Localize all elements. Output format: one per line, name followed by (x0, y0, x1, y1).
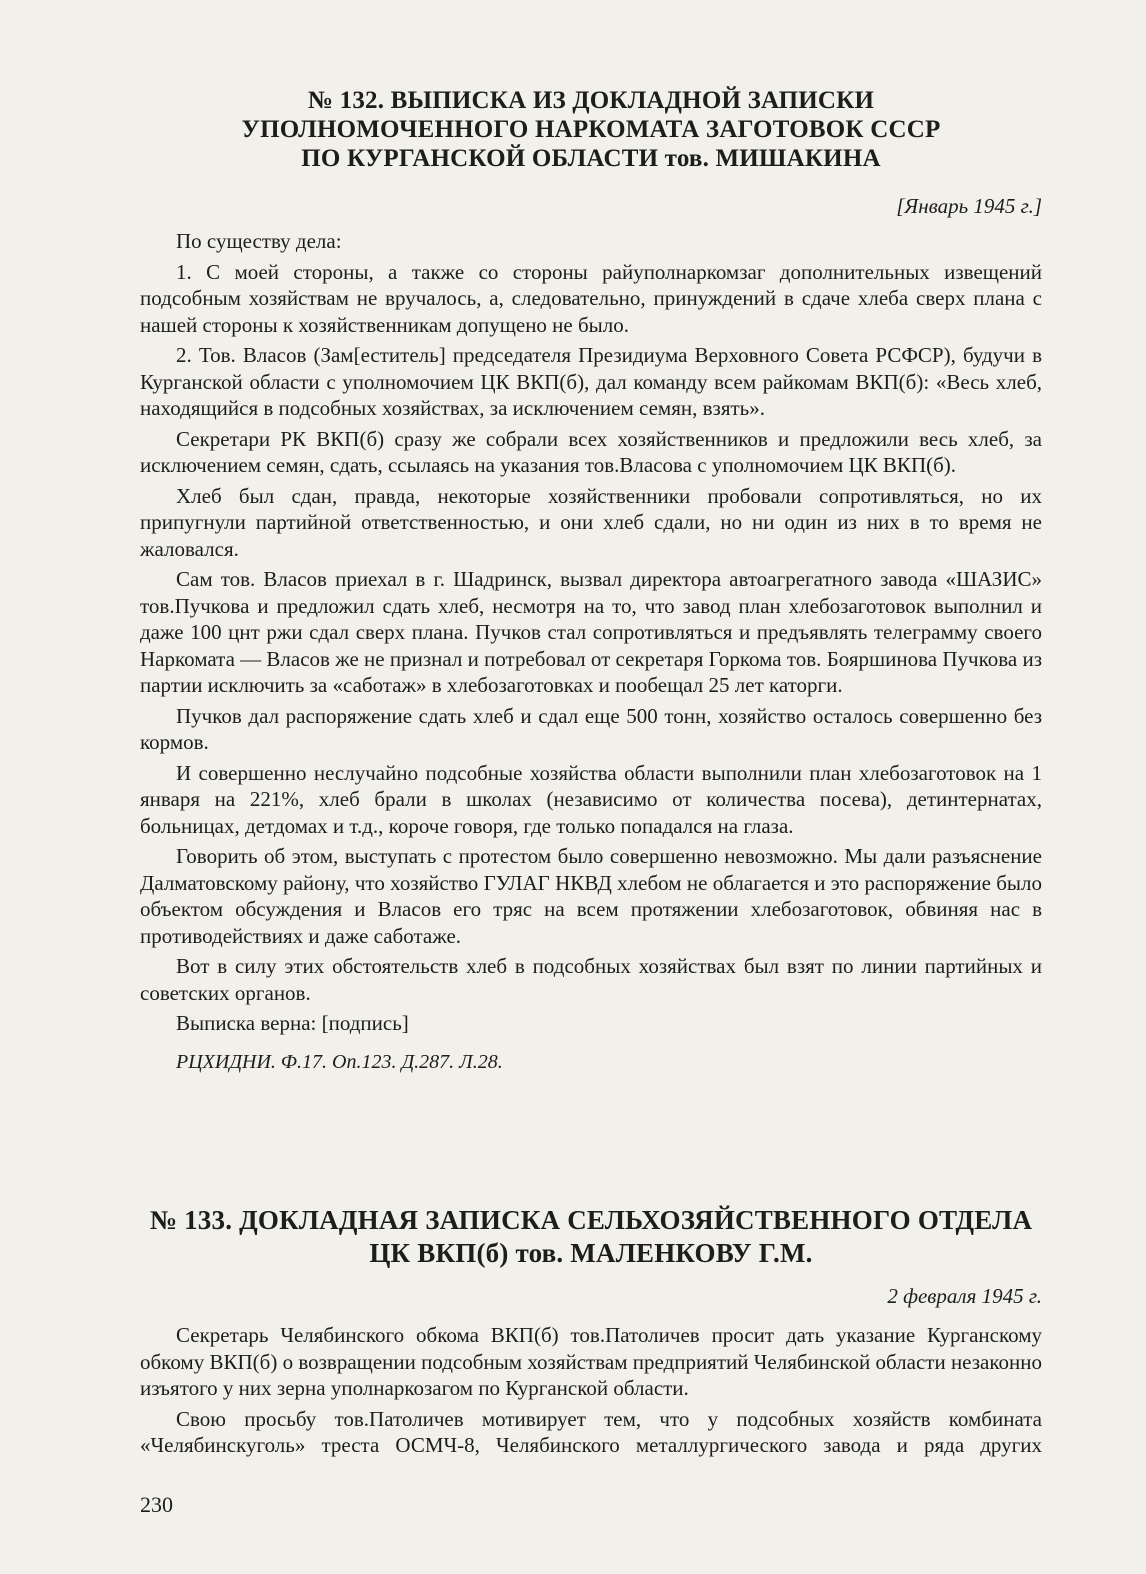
doc133-date: 2 февраля 1945 г. (887, 1284, 1042, 1308)
doc132-paragraph-4: Секретари РК ВКП(б) сразу же собрали всех хозяйственников и предложили весь хлеб, за исключением семян, сдать, ссылаясь на указания тов.Власова с уполномочием ЦК ВКП(б). (140, 426, 1042, 477)
doc132-paragraph-5: Хлеб был сдан, правда, некоторые хозяйственники пробовали сопротивляться, но их припугнули партийной ответственностью, и они хлеб сдали, но ни один из них в то время не жаловался. (140, 483, 1042, 561)
doc132-archive-citation: РЦХИДНИ. Ф.17. Оп.123. Д.287. Л.28. (176, 1050, 503, 1073)
doc132-paragraph-10: Вот в силу этих обстоятельств хлеб в подсобных хозяйствах был взят по линии партийных и советских органов. (140, 954, 1042, 1005)
doc132-paragraph-9: Говорить об этом, выступать с протестом было совершенно невозможно. Мы дали разъяснение Далматовскому району, что хозяйство ГУЛАГ НКВД хлебом не облагается и это распоряжение было объектом обсуждения и Власов его тряс на всем протяжении хлебозаготовок, обвиняя нас в противодействиях и даже саботаже. (140, 844, 1042, 948)
doc132-paragraph-3: 2. Тов. Власов (Зам[еститель] председателя Президиума Верховного Совета РСФСР), будучи в Курганской области с уполномочием ЦК ВКП(б), дал команду всем райкомам ВКП(б): «Весь хлеб, находящийся в подсобных хозяйствах, за исключением семян, взять». (140, 343, 1042, 420)
doc133-paragraph-2: Свою просьбу тов.Патоличев мотивирует тем, что у подсобных хозяйств комбината «Челябинскуголь» треста ОСМЧ-8, Челябинского металлургического завода и ряда других (140, 1406, 1042, 1457)
doc133-body (140, 1322, 1042, 1463)
doc132-paragraph-6: Сам тов. Власов приехал в г. Шадринск, вызвал директора автоагрегатного завода «ШАЗИС» тов.Пучкова и предложил сдать хлеб, несмотря на то, что завод план хлебозаготовок выполнил и даже 100 цнт ржи сдал сверх плана. Пучков стал сопротивляться и предъявлять телеграмму своего Наркомата — Власов же не признал и потребовал от секретаря Горкома тов. Бояршинова Пучкова из партии исключить за «саботаж» в хлебозаготовках и пообещал 25 лет каторги. (140, 567, 1042, 697)
doc133-paragraph-1: Секретарь Челябинского обкома ВКП(б) тов.Патоличев просит дать указание Курганскому обкому ВКП(б) о возвращении подсобным хозяйствам предприятий Челябинской области незаконно изъятого у них зерна уполнаркозагом по Курганской области. (140, 1323, 1042, 1400)
doc132-paragraph-2: 1. С моей стороны, а также со стороны райуполнаркомзаг дополнительных извещений подсобным хозяйствам не вручалось, а, следовательно, принуждений в сдаче хлеба сверх плана с нашей стороны к хозяйственникам допущено не было. (140, 259, 1042, 337)
doc132-paragraph-1: По существу дела: (176, 229, 342, 253)
doc133-heading-line-1: № 133. ДОКЛАДНАЯ ЗАПИСКА СЕЛЬХОЗЯЙСТВЕННОГО ОТДЕЛА (149, 1205, 1033, 1235)
doc133-heading (140, 1204, 1042, 1270)
doc132-heading-line-2: УПОЛНОМОЧЕННОГО НАРКОМАТА ЗАГОТОВОК СССР (241, 116, 941, 143)
doc132-paragraph-8: И совершенно неслучайно подсобные хозяйства области выполнили план хлебозаготовок на 1 января на 221%, хлеб брали в школах (независимо от количества посева), детинтернатах, больницах, детдомах и т.д., короче говоря, где только попадался на глаза. (140, 760, 1042, 838)
doc132-heading-line-1: № 132. ВЫПИСКА ИЗ ДОКЛАДНОЙ ЗАПИСКИ (307, 87, 875, 114)
page-number: 230 (140, 1492, 173, 1517)
doc132-body (140, 228, 1042, 1075)
doc132-heading (140, 86, 1042, 173)
doc132-heading-line-3: ПО КУРГАНСКОЙ ОБЛАСТИ тов. МИШАКИНА (301, 145, 881, 172)
doc132-date: [Январь 1945 г.] (896, 194, 1042, 218)
doc132-paragraph-11: Выписка верна: [подпись] (176, 1011, 409, 1035)
doc133-heading-line-2: ЦК ВКП(б) тов. МАЛЕНКОВУ Г.М. (369, 1238, 813, 1268)
doc132-paragraph-7: Пучков дал распоряжение сдать хлеб и сдал еще 500 тонн, хозяйство осталось совершенно без кормов. (140, 703, 1042, 754)
